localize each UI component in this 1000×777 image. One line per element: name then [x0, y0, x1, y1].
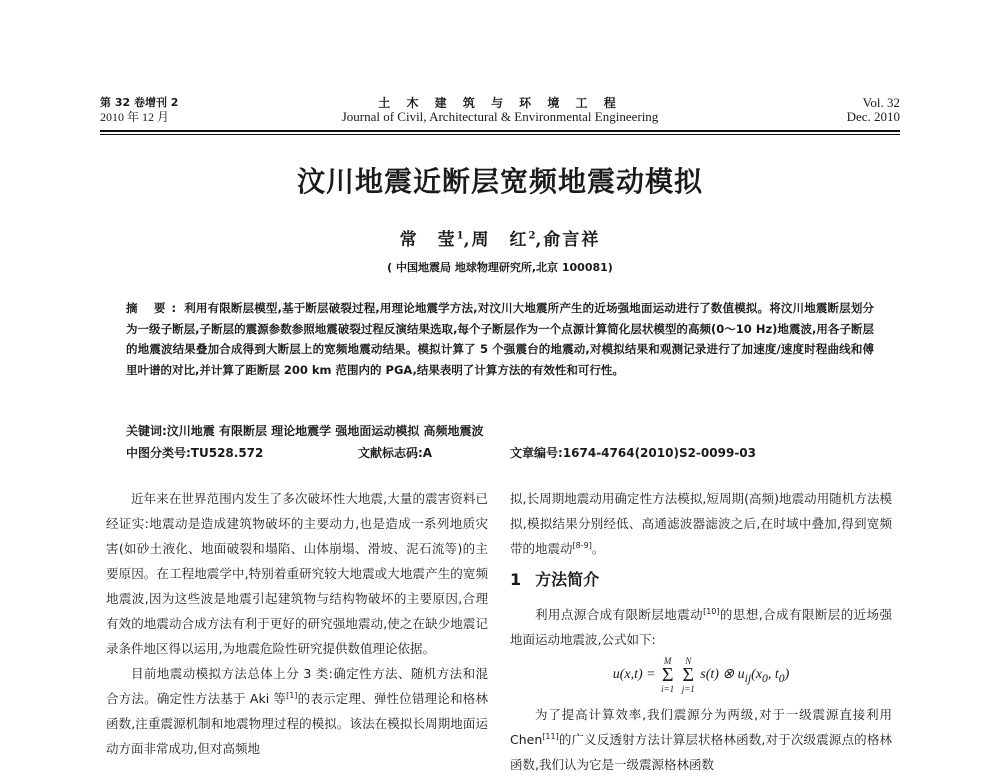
formula-sub-ij: ij: [744, 672, 752, 686]
method-p2-text-a: 为了提高计算效率,我们震源分为两级,对于一级震源直接利用 Chen: [510, 707, 892, 748]
clc-number: 中图分类号:TU528.572: [126, 446, 264, 460]
author-2: ,周 红: [463, 230, 529, 250]
abstract-label: 摘 要:: [126, 301, 183, 315]
intro-cont-text-b: 。: [591, 541, 605, 556]
method-p1-text-b: 的思想,合成有限断层的近场强地面运动地震波,公式如下:: [510, 607, 892, 647]
intro-paragraph-continued: [510, 486, 892, 561]
sum-j: [682, 656, 695, 694]
sum-i: [661, 656, 674, 694]
method-paragraph-2: [510, 702, 892, 777]
formula-sub-t0: 0: [778, 672, 785, 686]
header-rule-thin: [100, 134, 900, 135]
abstract: [126, 298, 874, 380]
intro-cont-text-a: 拟,长周期地震动用确定性方法模拟,短周期(高频)地震动用随机方法模拟,模拟结果分别经低、高通滤波器滤波之后,在时域中叠加,得到宽频带的地震动: [510, 491, 892, 556]
citation-8-9: [8-9]: [572, 540, 592, 550]
formula-rhs: s(t) ⊗ u: [700, 667, 745, 683]
intro-p2-text-b: 的表示定理、弹性位错理论和格林函数,注重震源机制和地震物理过程的模拟。该法在模拟长周期地面运动方面非常成功,但对高频地: [106, 691, 488, 756]
formula-lhs: u(x,t) =: [612, 667, 656, 683]
sum-i-lower: i=1: [661, 684, 675, 694]
abstract-text: 利用有限断层模型,基于断层破裂过程,用理论地震学方法,对汶川大地震所产生的近场强地面运动进行了数值模拟。将汶川地震断层划分为一级子断层,子断层的震源参数参照地震破裂过程反演结果选取,每个子断层作为一个点源计算简化层状模型的高频(0～10 Hz)地震波,用各子断层的地震波结果叠加合成得到大断层上的宽频地震动结果。模拟计算了 5 个强震台的地震动,对模拟结果和观测记录进行了加速度/速度时程曲线和傅里叶谱的对比,并计算了距断层 200 km 范围内的 PGA,结果表明了计算方法的有效性和可行性。: [126, 301, 874, 377]
method-p2-text-b: 的广义反透射方法计算层状格林函数,对于次级震源点的格林函数,我们认为它是一级震源格林函数: [510, 732, 892, 773]
article-number: 文章编号:1674-4764(2010)S2-0099-03: [510, 446, 756, 460]
formula-close: ): [784, 667, 790, 683]
author-2-affil-mark: 2: [528, 230, 536, 242]
citation-10: [10]: [703, 606, 720, 616]
sigma-symbol-2: Σ: [682, 664, 695, 686]
journal-name-en: Journal of Civil, Architectural & Environmental Engineering: [341, 109, 659, 124]
author-list: [0, 225, 1000, 250]
volume-en: Vol. 32: [862, 95, 900, 110]
header-rule-thick: [100, 130, 900, 132]
affiliation: ( 中国地震局 地球物理研究所,北京 100081): [387, 261, 613, 274]
date-en: Dec. 2010: [846, 109, 900, 124]
header-right: [847, 96, 900, 124]
classification-line: [126, 444, 874, 460]
keywords: 关键词:汶川地震 有限断层 理论地震学 强地面运动模拟 高频地震波: [126, 424, 484, 438]
paper-title: 汶川地震近断层宽频地震动模拟: [296, 165, 703, 198]
sum-i-upper: M: [663, 656, 672, 666]
body-column-left: [106, 486, 488, 761]
document-code: 文献标志码:A: [358, 446, 433, 460]
author-1-affil-mark: 1: [456, 230, 464, 242]
journal-name-cn: 土 木 建 筑 与 环 境 工 程: [378, 96, 622, 110]
section-title: 方法简介: [535, 570, 600, 589]
issue-date: 2010 年 12 月: [100, 110, 170, 124]
method-p1-text-a: 利用点源合成有限断层地震动: [535, 607, 704, 622]
sum-j-lower: j=1: [681, 684, 695, 694]
running-header: [100, 96, 900, 130]
intro-p2-text-a: 目前地震动模拟方法总体上分 3 类:确定性方法、随机方法和混合方法。确定性方法基于 Aki 等: [106, 666, 488, 706]
volume-issue: 第 32 卷增刊 2: [100, 96, 179, 109]
section-heading-1: [510, 567, 892, 592]
body-column-right: [510, 486, 892, 777]
method-paragraph-1: [510, 602, 892, 652]
sigma-symbol-1: Σ: [661, 664, 674, 686]
author-1: 常 莹: [399, 230, 457, 250]
intro-paragraph-2: [106, 661, 488, 761]
sum-j-upper: N: [685, 656, 692, 666]
formula-args: (x: [751, 667, 763, 683]
citation-11: [11]: [542, 731, 559, 741]
author-3: ,俞言祥: [535, 230, 601, 250]
equation-1: [510, 656, 892, 696]
citation-1: [1]: [286, 690, 298, 700]
formula-args-2: , t: [767, 667, 779, 683]
intro-paragraph-1: 近年来在世界范围内发生了多次破坏性大地震,大量的震害资料已经证实:地震动是造成建筑物破坏的主要动力,也是造成一系列地质灾害(如砂土液化、地面破裂和塌陷、山体崩塌、滑坡、泥石流等)的主要原因。在工程地震学中,特别着重研究较大地震或大地震产生的宽频地震波,因为这些波是地震引起建筑物与结构物破坏的主要原因,合理有效的地震动合成方法有利于更好的研究强地震动,使之在缺少地震记录条件地区得以运用,为地震危险性研究提供数值理论依据。: [106, 491, 488, 656]
section-number: 1: [510, 570, 522, 589]
journal-name: [100, 96, 900, 124]
formula-sub-x0: 0: [762, 672, 768, 686]
